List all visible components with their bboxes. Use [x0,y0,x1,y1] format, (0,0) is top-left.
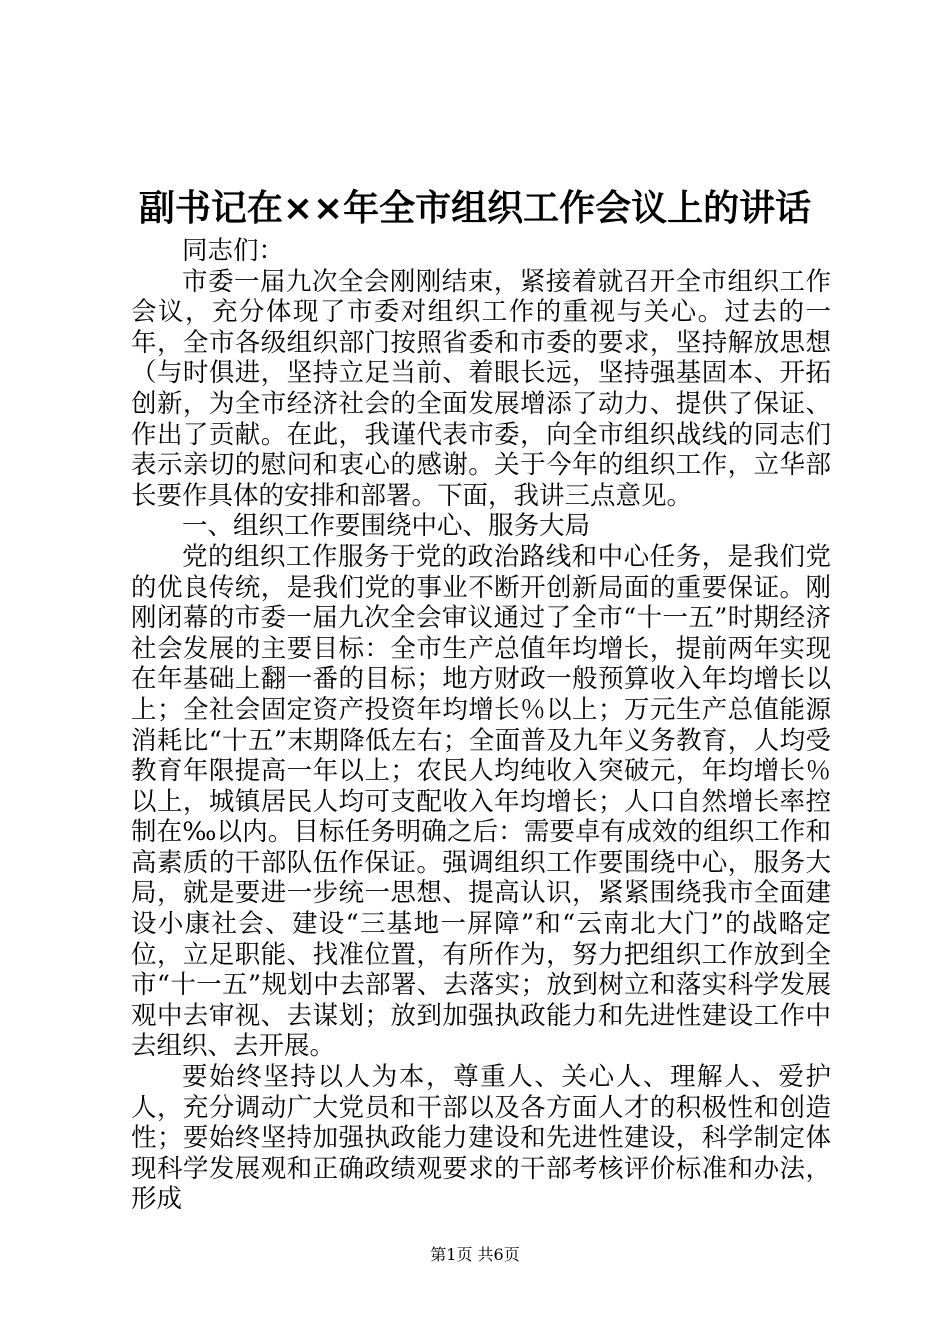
body-paragraph: 市委一届九次全会刚刚结束，紧接着就召开全市组织工作会议，充分体现了市委对组织工作的重视与关心。过去的一年，全市各级组织部门按照省委和市委的要求，坚持解放思想（与时俱进，坚持立足当前、着眼长远，坚持强基固本、开拓创新，为全市经济社会的全面发展增添了动力、提供了保证、作出了贡献。在此，我谨代表市委，向全市组织战线的同志们表示亲切的慰问和衷心的感谢。关于今年的组织工作，立华部长要作具体的安排和部署。下面，我讲三点意见。 [131,266,831,511]
document-body [131,236,831,1215]
section-heading: 一、组织工作要围绕中心、服务大局 [182,511,591,542]
body-paragraph: 要始终坚持以人为本，尊重人、关心人、理解人、爱护人，充分调动广大党员和干部以及各方面人才的积极性和创造性；要始终坚持加强执政能力建设和先进性建设，科学制定体现科学发展观和正确政绩观要求的干部考核评价标准和办法，形成 [131,1062,831,1215]
body-paragraph: 党的组织工作服务于党的政治路线和中心任务，是我们党的优良传统，是我们党的事业不断开创新局面的重要保证。刚刚闭幕的市委一届九次全会审议通过了全市“十一五”时期经济社会发展的主要目标：全市生产总值年均增长，提前两年实现在年基础上翻一番的目标；地方财政一般预算收入年均增长以上；全社会固定资产投资年均增长％以上；万元生产总值能源消耗比“十五”末期降低左右；全面普及九年义务教育，人均受教育年限提高一年以上；农民人均纯收入突破元，年均增长％以上，城镇居民人均可支配收入年均增长；人口自然增长率控制在‰以内。目标任务明确之后：需要卓有成效的组织工作和高素质的干部队伍作保证。强调组织工作要围绕中心，服务大局，就是要进一步统一思想、提高认识，紧紧围绕我市全面建设小康社会、建设“三基地一屏障”和“云南北大门”的战略定位，立足职能、找准位置，有所作为，努力把组织工作放到全市“十一五”规划中去部署、去落实；放到树立和落实科学发展观中去审视、去谋划；放到加强执政能力和先进性建设工作中去组织、去开展。 [131,541,831,1062]
page-footer: 第1页 共6页 [430,1245,520,1264]
salutation-paragraph: 同志们： [182,236,285,266]
page-title: 副书记在××年全市组织工作会议上的讲话 [138,188,812,229]
